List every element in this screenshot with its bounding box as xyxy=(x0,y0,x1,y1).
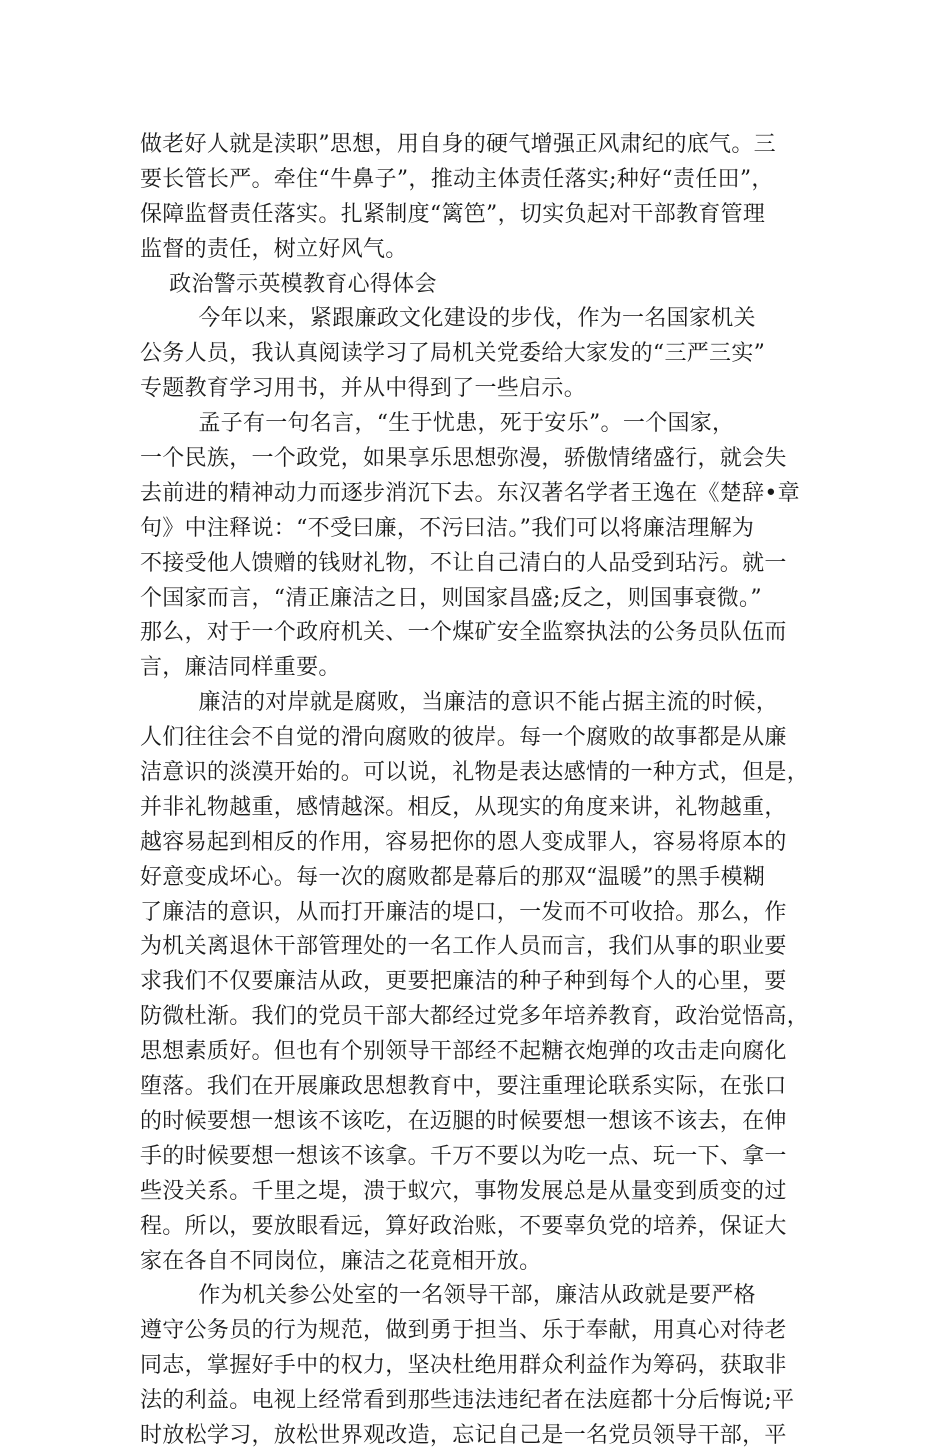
text-line: 了廉洁的意识，从而打开廉洁的堤口，一发而不可收拾。那么，作 xyxy=(140,899,787,925)
text-line: 并非礼物越重，感情越深。相反，从现实的角度来讲，礼物越重， xyxy=(140,794,787,820)
text-line: 专题教育学习用书，并从中得到了一些启示。 xyxy=(140,376,587,402)
text-line: 人们往往会不自觉的滑向腐败的彼岸。每一个腐败的故事都是从廉 xyxy=(140,725,787,751)
text-line: 洁意识的淡漠开始的。可以说，礼物是表达感情的一种方式，但是， xyxy=(140,760,810,786)
text-line: 言，廉洁同样重要。 xyxy=(140,655,341,681)
text-line: 求我们不仅要廉洁从政，更要把廉洁的种子种到每个人的心里，要 xyxy=(140,969,787,995)
text-line: 法的利益。电视上经常看到那些违法违纪者在法庭都十分后悔说;平 xyxy=(140,1388,795,1414)
text-line: 手的时候要想一想该不该拿。千万不要以为吃一点、玩一下、拿一 xyxy=(140,1143,787,1169)
text-line: 程。所以，要放眼看远，算好政治账，不要辜负党的培养，保证大 xyxy=(140,1213,787,1239)
text-line: 思想素质好。但也有个别领导干部经不起糖衣炮弹的攻击走向腐化 xyxy=(140,1039,787,1065)
text-line: 家在各自不同岗位，廉洁之花竟相开放。 xyxy=(140,1248,542,1274)
text-line: 今年以来，紧跟廉政文化建设的步伐，作为一名国家机关 xyxy=(140,306,756,332)
text-line: 为机关离退休干部管理处的一名工作人员而言，我们从事的职业要 xyxy=(140,934,787,960)
document-body xyxy=(140,128,820,1454)
text-line: 作为机关参公处室的一名领导干部，廉洁从政就是要严格 xyxy=(140,1283,756,1309)
text-line: 些没关系。千里之堤，溃于蚁穴，事物发展总是从量变到质变的过 xyxy=(140,1178,787,1204)
text-line: 要长管长严。牵住“牛鼻子”，推动主体责任落实;种好“责任田”， xyxy=(140,166,774,192)
text-line: 防微杜渐。我们的党员干部大都经过党多年培养教育，政治觉悟高， xyxy=(140,1004,810,1030)
text-line: 句》中注释说：“不受曰廉，不污曰洁。”我们可以将廉洁理解为 xyxy=(140,515,755,541)
text-line: 的时候要想一想该不该吃，在迈腿的时候要想一想该不该去，在伸 xyxy=(140,1108,787,1134)
text-line: 时放松学习，放松世界观改造，忘记自己是一名党员领导干部，平 xyxy=(140,1422,787,1448)
text-line: 保障监督责任落实。扎紧制度“篱笆”，切实负起对干部教育管理 xyxy=(140,201,766,227)
text-line: 监督的责任，树立好风气。 xyxy=(140,236,408,262)
text-line: 去前进的精神动力而逐步消沉下去。东汉著名学者王逸在《楚辞•章 xyxy=(140,480,800,506)
text-line: 个国家而言，“清正廉洁之日，则国家昌盛;反之，则国事衰微。” xyxy=(140,585,762,611)
text-line: 越容易起到相反的作用，容易把你的恩人变成罪人，容易将原本的 xyxy=(140,829,787,855)
text-line: 廉洁的对岸就是腐败，当廉洁的意识不能占据主流的时候， xyxy=(140,690,779,716)
text-line: 遵守公务员的行为规范，做到勇于担当、乐于奉献，用真心对待老 xyxy=(140,1318,787,1344)
text-line: 不接受他人馈赠的钱财礼物，不让自己清白的人品受到玷污。就一 xyxy=(140,550,787,576)
text-line: 公务人员，我认真阅读学习了局机关党委给大家发的“三严三实” xyxy=(140,341,766,367)
text-line: 堕落。我们在开展廉政思想教育中，要注重理论联系实际，在张口 xyxy=(140,1074,787,1100)
text-line: 做老好人就是渎职”思想，用自身的硬气增强正风肃纪的底气。三 xyxy=(140,132,776,157)
text-line: 那么，对于一个政府机关、一个煤矿安全监察执法的公务员队伍而 xyxy=(140,620,787,646)
text-line: 孟子有一句名言，“生于忧患，死于安乐”。一个国家， xyxy=(140,411,735,437)
text-line: 一个民族，一个政党，如果享乐思想弥漫，骄傲情绪盛行，就会失 xyxy=(140,446,787,472)
section-title: 政治警示英模教育心得体会 xyxy=(140,271,437,297)
text-line: 好意变成坏心。每一次的腐败都是幕后的那双“温暖”的黑手模糊 xyxy=(140,864,766,890)
text-line: 同志，掌握好手中的权力，坚决杜绝用群众利益作为筹码，获取非 xyxy=(140,1353,787,1379)
